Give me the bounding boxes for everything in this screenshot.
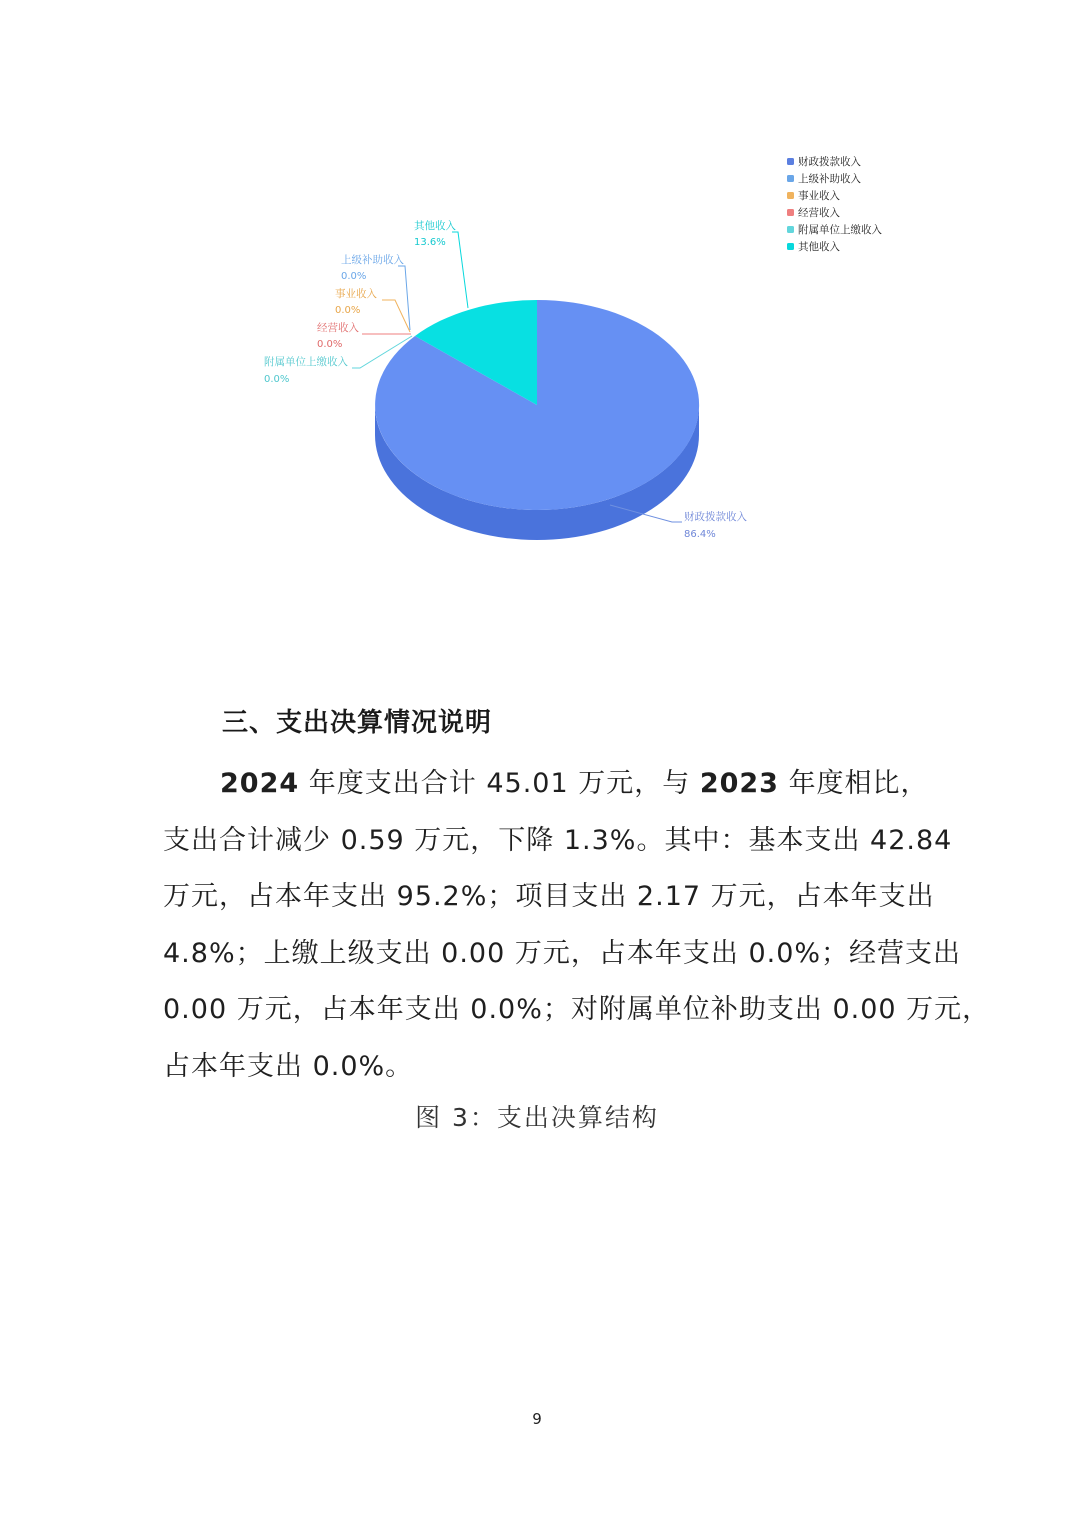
label-superior-subsidy-percent: 0.0%: [341, 271, 367, 282]
current-year: 2024: [220, 768, 300, 799]
label-fiscal-percent: 86.4%: [684, 529, 716, 540]
page-number: 9: [532, 1410, 542, 1428]
legend-label-affiliated: 附属单位上缴收入: [798, 224, 882, 236]
leader-line-other: [452, 232, 468, 308]
figure-caption: 图 3：支出决算结构: [415, 1103, 659, 1132]
paragraph-line-2: 支出合计减少 0.59 万元，下降 1.3%。其中：基本支出 42.84: [163, 824, 953, 856]
label-fiscal-name: 财政拨款收入: [684, 511, 747, 523]
label-business-percent: 0.0%: [335, 305, 361, 316]
label-other-name: 其他收入: [414, 220, 456, 232]
label-operating-name: 经营收入: [317, 322, 359, 334]
paragraph-line-6: 占本年支出 0.0%。: [163, 1050, 414, 1082]
expenditure-paragraph: [163, 756, 991, 1095]
paragraph-line-1a: 年度支出合计 45.01 万元，与: [308, 768, 691, 799]
legend-label-fiscal: 财政拨款收入: [798, 156, 861, 168]
income-pie-chart: [0, 0, 1074, 620]
label-superior-subsidy-name: 上级补助收入: [341, 254, 404, 266]
leader-line-business: [382, 300, 410, 332]
legend-label-other: 其他收入: [798, 241, 840, 253]
legend-swatch-superior-subsidy: [787, 175, 794, 182]
paragraph-line-1: [163, 756, 929, 813]
legend-swatch-other: [787, 243, 794, 250]
leader-line-superior-subsidy: [398, 266, 410, 330]
legend-swatch-business: [787, 192, 794, 199]
legend-label-operating: 经营收入: [798, 207, 840, 219]
legend-label-business: 事业收入: [798, 190, 840, 202]
paragraph-line-5: 0.00 万元，占本年支出 0.0%；对附属单位补助支出 0.00 万元，: [163, 994, 991, 1025]
legend-swatch-fiscal: [787, 158, 794, 165]
label-business-name: 事业收入: [335, 288, 377, 300]
paragraph-line-1b: 年度相比，: [788, 768, 929, 799]
paragraph-line-4: 4.8%；上缴上级支出 0.00 万元，占本年支出 0.0%；经营支出: [163, 937, 962, 969]
label-other-percent: 13.6%: [414, 237, 446, 248]
label-affiliated-name: 附属单位上缴收入: [264, 356, 348, 368]
previous-year: 2023: [699, 768, 779, 799]
legend-label-superior-subsidy: 上级补助收入: [798, 173, 861, 185]
section-heading: 三、支出决算情况说明: [222, 708, 493, 738]
legend-swatch-operating: [787, 209, 794, 216]
chart-legend: [787, 155, 882, 253]
label-operating-percent: 0.0%: [317, 339, 343, 350]
label-affiliated-percent: 0.0%: [264, 374, 290, 385]
paragraph-line-3: 万元，占本年支出 95.2%；项目支出 2.17 万元，占本年支出: [163, 881, 935, 912]
legend-swatch-affiliated: [787, 226, 794, 233]
